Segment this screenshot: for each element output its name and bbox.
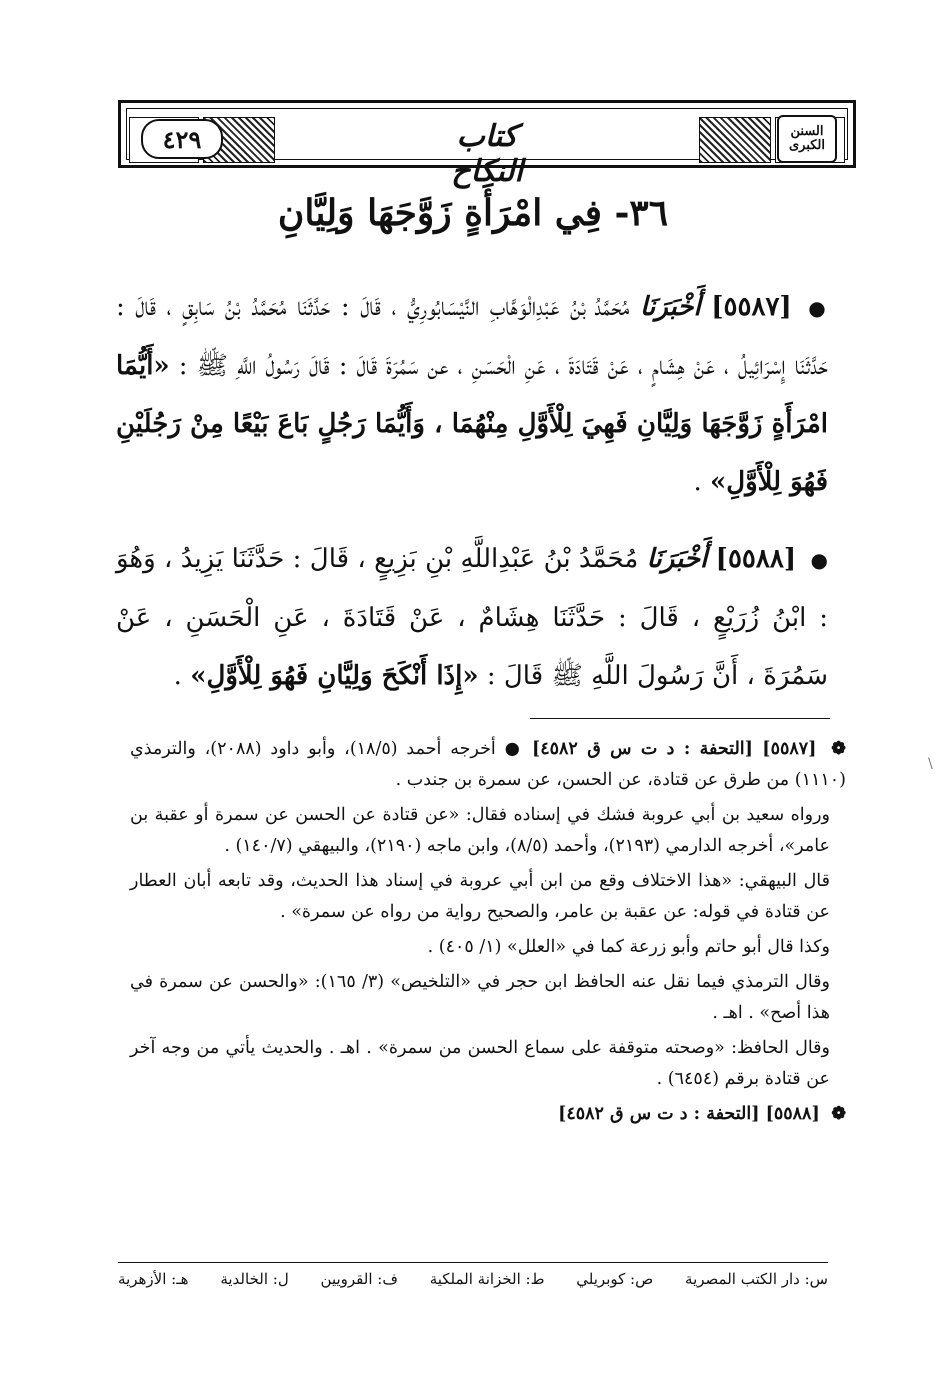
hadith-end: . (693, 467, 702, 497)
abbrev-item: ط: الخزانة الملكية (429, 1270, 545, 1288)
abbreviations-divider (118, 1262, 828, 1263)
note-tuhfa-ref: [٥٥٨٧] [التحفة : د ت س ق ٤٥٨٢] (531, 739, 817, 759)
hadith-akhbarana: أَخْبَرَنَا (646, 544, 708, 574)
note-tuhfa-ref: [٥٥٨٨] [التحفة : د ت س ق ٤٥٨٢] (558, 1104, 820, 1124)
hadith-matn: «أَيُّمَا امْرَأَةٍ زَوَّجَهَا وَلِيَّانِ فَهِيَ لِلْأَوَّلِ مِنْهُمَا ، وَأَيُّمَا رَجُلٍ بَاعَ بَيْعًا مِنْ رَجُلَيْنِ فَهُوَ لِلْأَوَّلِ» (116, 351, 828, 497)
margin-mark: \ (928, 756, 933, 772)
hadith-number: [٥٥٨٧] (711, 292, 792, 322)
hadith-end: . (173, 661, 182, 691)
abbrev-item: ف: القرويين (320, 1270, 398, 1288)
hadith-5588 (116, 530, 828, 705)
note-5587-intro (130, 734, 846, 796)
note-paragraph: وقال الترمذي فيما نقل عنه الحافظ ابن حجر في «التلخيص» (٣/ ١٦٥): «والحسن عن سمرة في هذا أصح» . اهـ . (130, 972, 830, 1023)
footnotes (130, 734, 846, 1134)
hadith-number: [٥٥٨٨] (715, 544, 797, 574)
ornament-right-inner (699, 117, 771, 163)
abbrev-item: ل: الخالدية (220, 1270, 289, 1288)
bullet-icon: ● (808, 296, 828, 320)
section-title: ٣٦- فِي امْرَأَةٍ زَوَّجَهَا وَلِيَّانِ (277, 192, 669, 234)
page-number: ٤٢٩ (141, 119, 223, 159)
hadith-isnad: مُحَمَّدُ بْنُ عَبْدِاللَّهِ بْنِ بَزِيعٍ ، قَالَ : حَدَّثَنَا يَزِيدُ ، وَهُوَ : ابْنُ زُرَيْعٍ ، قَالَ : حَدَّثَنَا هِشَامٌ ، عَنْ قَتَادَةَ ، عَنِ الْحَسَنِ ، عَنْ سَمُرَةَ ، أَنَّ رَسُولَ اللَّهِ ﷺ قَالَ : (116, 544, 828, 691)
hadith-akhbarana: أَخْبَرَنَا (640, 292, 701, 322)
header-inner-frame (126, 108, 848, 189)
page-header (118, 100, 856, 189)
hadith-isnad: مُحَمَّدُ بْنُ عَبْدِالْوَهَّابِ النَّيْسَابُورِيُّ ، قَالَ : حَدَّثَنَا مُحَمَّدُ بْنُ سَابِقٍ ، قَالَ : حَدَّثَنَا إِسْرَائِيلُ ، عَنْ هِشَامٍ ، عَنْ قَتَادَةَ ، عَنِ الْحَسَنِ ، عن سَمُرَةَ قَالَ : قَالَ رَسُولُ اللَّهِ ﷺ : (116, 292, 829, 381)
bullet-icon: ● (810, 548, 829, 572)
note-paragraph: وقال الحافظ: «وصحته متوقفة على سماع الحسن من سمرة» . اهـ . والحديث يأتي من وجه آخر عن قتادة برقم (٦٤٥٤) . (130, 1038, 830, 1089)
note-5588 (130, 1099, 846, 1130)
star-icon: ❁ (831, 739, 846, 759)
abbrev-item: هـ: الأزهرية (118, 1270, 189, 1288)
hadith-matn: «إِذَا أَنْكَحَ وَلِيَّانِ فَهُوَ لِلْأَوَّلِ» (190, 661, 479, 691)
running-title: كتاب النكاح (451, 119, 523, 189)
footnote-divider (530, 718, 830, 719)
note-text: ● أخرجه أحمد (١٨/٥)، وأبو داود (٢٠٨٨)، والترمذي (١١١٠) من طرق عن قتادة، عن الحسن، عن سمرة بن جندب . (130, 739, 846, 790)
note-paragraph: ورواه سعيد بن أبي عروبة فشك في إسناده فقال: «عن قتادة عن الحسن عن سمرة أو عقبة بن عامر»، أخرجه الدارمي (٢١٩٣)، وأحمد (٨/٥)، وابن ماجه (٢١٩٠)، والبيهقي (١٤٠/٧) . (130, 805, 830, 856)
manuscript-abbreviations (118, 1270, 828, 1288)
abbrev-item: س: دار الكتب المصرية (685, 1270, 828, 1288)
hadith-5587 (116, 278, 828, 511)
note-paragraph: وكذا قال أبو حاتم وأبو زرعة كما في «العلل» (١/ ٤٠٥) . (427, 937, 830, 957)
star-icon: ❁ (831, 1104, 846, 1124)
book-logo: السنن الكبرى (777, 115, 837, 163)
abbrev-item: ص: كوبريلي (576, 1270, 654, 1288)
note-paragraph: قال البيهقي: «هذا الاختلاف وقع من ابن أبي عروبة في إسناد هذا الحديث، وقد تابعه أبان العطار عن قتادة في قوله: عن عقبة بن عامر، والصحيح رواية من رواه عن سمرة» . (130, 871, 830, 922)
